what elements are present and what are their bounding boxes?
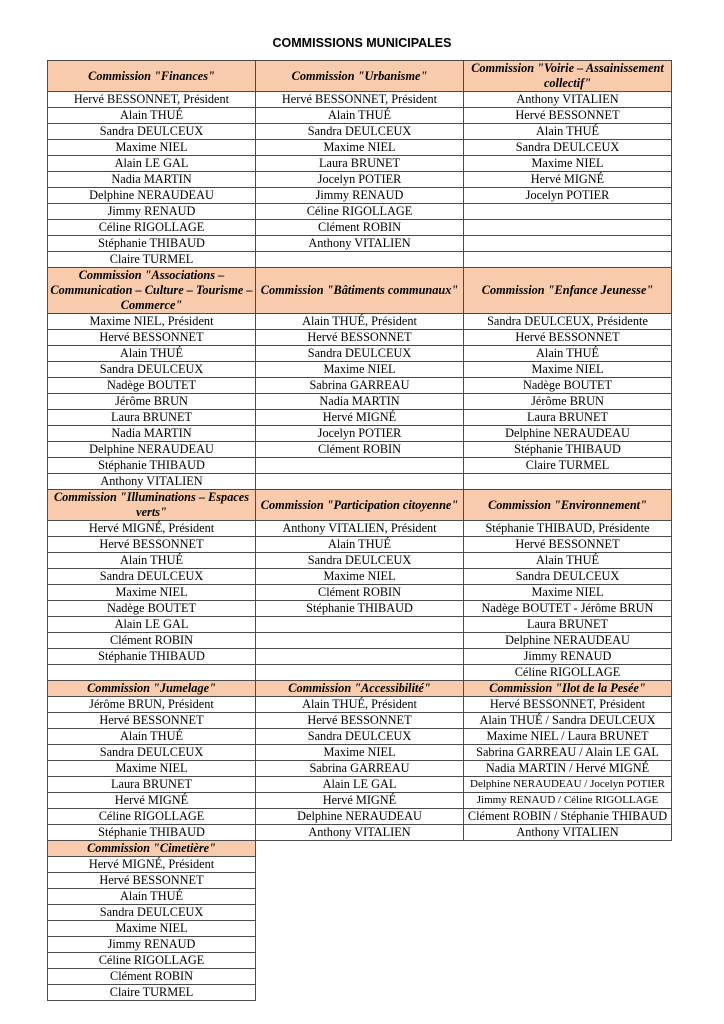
member-cell: Alain THUÉ [48,729,256,745]
empty-cell [256,985,464,1001]
commission-title: Commission "Voirie – Assainissement collectif" [464,61,672,92]
member-cell: Maxime NIEL [48,585,256,601]
member-cell [256,252,464,268]
page-title: COMMISSIONS MUNICIPALES [272,36,452,50]
member-cell: Nadège BOUTET - Jérôme BRUN [464,601,672,617]
member-row [48,569,672,585]
member-cell: Hervé MIGNÉ [464,172,672,188]
member-cell: Hervé MIGNÉ [256,410,464,426]
empty-cell [256,905,464,921]
member-cell: Nadia MARTIN [48,172,256,188]
member-cell: Sandra DEULCEUX [256,553,464,569]
member-row [48,889,672,905]
member-cell: Alain THUÉ [256,537,464,553]
member-cell: Sandra DEULCEUX [464,140,672,156]
member-row [48,314,672,330]
member-cell: Hervé BESSONNET [48,330,256,346]
commission-title: Commission "Urbanisme" [256,61,464,92]
member-cell: Claire TURMEL [48,985,256,1001]
member-cell: Sandra DEULCEUX [48,905,256,921]
member-row [48,92,672,108]
member-cell: Maxime NIEL, Président [48,314,256,330]
member-cell: Laura BRUNET [464,410,672,426]
member-cell: Maxime NIEL [48,921,256,937]
member-cell: Delphine NERAUDEAU [48,188,256,204]
member-cell [464,220,672,236]
member-row [48,394,672,410]
member-cell: Sandra DEULCEUX [48,362,256,378]
member-row [48,156,672,172]
member-row [48,537,672,553]
member-row [48,601,672,617]
member-cell: Delphine NERAUDEAU [464,633,672,649]
member-row [48,172,672,188]
member-cell: Stéphanie THIBAUD [48,825,256,841]
member-cell: Stéphanie THIBAUD [48,458,256,474]
empty-cell [256,937,464,953]
member-cell: Alain LE GAL [48,617,256,633]
commission-header-row [48,268,672,314]
member-cell: Sabrina GARREAU / Alain LE GAL [464,745,672,761]
member-cell: Clément ROBIN [48,633,256,649]
member-cell: Alain THUÉ [464,124,672,140]
member-row [48,521,672,537]
member-cell [256,458,464,474]
member-row [48,729,672,745]
member-cell: Laura BRUNET [464,617,672,633]
member-cell: Clément ROBIN [256,220,464,236]
member-cell: Hervé MIGNÉ, Président [48,521,256,537]
member-row [48,220,672,236]
member-row [48,458,672,474]
commission-title: Commission "Finances" [48,61,256,92]
member-cell: Jocelyn POTIER [256,172,464,188]
member-row [48,330,672,346]
member-cell: Nadia MARTIN [256,394,464,410]
member-cell: Sandra DEULCEUX [256,729,464,745]
member-cell: Sandra DEULCEUX [464,569,672,585]
member-cell: Claire TURMEL [464,458,672,474]
member-cell: Alain THUÉ [464,553,672,569]
member-row [48,204,672,220]
member-row [48,873,672,889]
member-cell: Laura BRUNET [256,156,464,172]
member-cell: Alain THUÉ / Sandra DEULCEUX [464,713,672,729]
member-row [48,633,672,649]
commission-title: Commission "Enfance Jeunesse" [464,268,672,314]
member-cell: Clément ROBIN [256,442,464,458]
member-cell: Céline RIGOLLAGE [48,220,256,236]
member-row [48,665,672,681]
member-cell: Céline RIGOLLAGE [256,204,464,220]
member-row [48,793,672,809]
member-cell: Anthony VITALIEN, Président [256,521,464,537]
empty-cell [256,921,464,937]
member-row [48,937,672,953]
empty-cell [464,953,672,969]
member-row [48,140,672,156]
member-cell: Maxime NIEL [256,140,464,156]
member-cell: Alain THUÉ, Président [256,697,464,713]
member-row [48,553,672,569]
member-cell: Hervé BESSONNET [48,713,256,729]
member-cell: Maxime NIEL [464,362,672,378]
member-cell: Maxime NIEL [464,585,672,601]
member-cell: Hervé BESSONNET [256,330,464,346]
member-cell: Anthony VITALIEN [464,92,672,108]
commission-title: Commission "Participation citoyenne" [256,490,464,521]
member-cell: Alain THUÉ [464,346,672,362]
member-cell [464,236,672,252]
member-cell: Delphine NERAUDEAU [256,809,464,825]
member-cell: Maxime NIEL [256,745,464,761]
member-row [48,809,672,825]
member-cell: Stéphanie THIBAUD, Présidente [464,521,672,537]
empty-cell [464,889,672,905]
member-cell: Delphine NERAUDEAU [48,442,256,458]
member-cell: Clément ROBIN [48,969,256,985]
commission-header-row [48,841,672,857]
commission-title: Commission "Bâtiments communaux" [256,268,464,314]
member-row [48,745,672,761]
member-cell [464,474,672,490]
member-cell: Alain LE GAL [48,156,256,172]
member-cell [256,665,464,681]
empty-cell [464,905,672,921]
member-cell: Maxime NIEL [256,362,464,378]
member-cell [48,665,256,681]
commission-title: Commission "Environnement" [464,490,672,521]
commission-title: Commission "Jumelage" [48,681,256,697]
member-cell: Stéphanie THIBAUD [256,601,464,617]
member-cell: Hervé BESSONNET [464,330,672,346]
member-cell [464,252,672,268]
member-cell: Jimmy RENAUD / Céline RIGOLLAGE [464,793,672,809]
member-row [48,426,672,442]
member-cell: Anthony VITALIEN [256,825,464,841]
member-cell: Sabrina GARREAU [256,761,464,777]
member-cell: Alain THUÉ [256,108,464,124]
empty-cell [464,841,672,857]
member-cell: Hervé BESSONNET [48,537,256,553]
member-cell [256,633,464,649]
member-cell: Jérôme BRUN [48,394,256,410]
member-cell: Hervé MIGNÉ [48,793,256,809]
member-cell: Stéphanie THIBAUD [48,236,256,252]
member-cell: Alain THUÉ [48,553,256,569]
empty-cell [256,889,464,905]
member-cell: Alain THUÉ [48,108,256,124]
member-cell: Sandra DEULCEUX [48,124,256,140]
member-row [48,953,672,969]
member-cell: Hervé BESSONNET [464,108,672,124]
empty-cell [256,857,464,873]
empty-cell [464,921,672,937]
member-cell: Claire TURMEL [48,252,256,268]
member-cell: Hervé MIGNÉ, Président [48,857,256,873]
member-cell: Jimmy RENAUD [256,188,464,204]
member-row [48,969,672,985]
member-cell: Nadège BOUTET [48,601,256,617]
member-cell: Sandra DEULCEUX [256,124,464,140]
member-row [48,188,672,204]
commission-title: Commission "Associations – Communication – Culture – Tourisme – Commerce" [48,268,256,314]
member-row [48,474,672,490]
member-row [48,649,672,665]
member-cell: Clément ROBIN [256,585,464,601]
member-cell: Sabrina GARREAU [256,378,464,394]
member-cell: Anthony VITALIEN [464,825,672,841]
empty-cell [464,985,672,1001]
commissions-table [47,60,672,1001]
member-cell: Stéphanie THIBAUD [48,649,256,665]
member-cell: Jérôme BRUN [464,394,672,410]
member-row [48,713,672,729]
member-cell: Jimmy RENAUD [464,649,672,665]
member-cell: Hervé MIGNÉ [256,793,464,809]
member-cell [464,204,672,220]
member-row [48,825,672,841]
member-cell [256,617,464,633]
empty-cell [464,937,672,953]
member-cell: Céline RIGOLLAGE [48,953,256,969]
member-row [48,410,672,426]
member-row [48,697,672,713]
member-cell: Clément ROBIN / Stéphanie THIBAUD [464,809,672,825]
member-row [48,378,672,394]
member-cell: Stéphanie THIBAUD [464,442,672,458]
commission-title: Commission "Cimetière" [48,841,256,857]
member-row [48,236,672,252]
commission-header-row [48,490,672,521]
commission-title: Commission "Accessibilité" [256,681,464,697]
member-cell: Maxime NIEL [48,140,256,156]
member-row [48,362,672,378]
member-cell: Nadège BOUTET [48,378,256,394]
commission-title: Commission "Illuminations – Espaces verts" [48,490,256,521]
member-cell [256,474,464,490]
member-cell: Anthony VITALIEN [256,236,464,252]
member-cell: Sandra DEULCEUX, Présidente [464,314,672,330]
member-cell: Maxime NIEL [48,761,256,777]
member-cell: Jocelyn POTIER [256,426,464,442]
member-row [48,985,672,1001]
member-row [48,617,672,633]
member-row [48,777,672,793]
member-cell: Céline RIGOLLAGE [464,665,672,681]
member-cell: Jimmy RENAUD [48,937,256,953]
member-row [48,857,672,873]
member-row [48,761,672,777]
commission-header-row [48,61,672,92]
member-cell: Hervé BESSONNET, Président [256,92,464,108]
empty-cell [464,969,672,985]
member-row [48,124,672,140]
empty-cell [256,841,464,857]
member-cell: Delphine NERAUDEAU [464,426,672,442]
member-cell: Nadia MARTIN [48,426,256,442]
member-row [48,252,672,268]
commission-header-row [48,681,672,697]
member-cell: Hervé BESSONNET, Président [48,92,256,108]
member-row [48,905,672,921]
member-cell: Sandra DEULCEUX [256,346,464,362]
member-cell: Hervé BESSONNET, Président [464,697,672,713]
empty-cell [256,969,464,985]
member-cell: Laura BRUNET [48,777,256,793]
member-cell: Alain THUÉ [48,889,256,905]
member-row [48,108,672,124]
member-row [48,442,672,458]
member-cell: Maxime NIEL / Laura BRUNET [464,729,672,745]
member-cell: Anthony VITALIEN [48,474,256,490]
empty-cell [256,873,464,889]
member-cell [256,649,464,665]
member-cell: Hervé BESSONNET [48,873,256,889]
member-cell: Sandra DEULCEUX [48,569,256,585]
empty-cell [256,953,464,969]
member-cell: Jérôme BRUN, Président [48,697,256,713]
member-cell: Jocelyn POTIER [464,188,672,204]
empty-cell [464,857,672,873]
member-cell: Alain LE GAL [256,777,464,793]
empty-cell [464,873,672,889]
member-cell: Hervé BESSONNET [464,537,672,553]
member-cell: Delphine NERAUDEAU / Jocelyn POTIER [464,777,672,793]
member-cell: Nadia MARTIN / Hervé MIGNÉ [464,761,672,777]
member-row [48,921,672,937]
member-cell: Sandra DEULCEUX [48,745,256,761]
member-cell: Alain THUÉ, Président [256,314,464,330]
member-cell: Maxime NIEL [464,156,672,172]
member-cell: Jimmy RENAUD [48,204,256,220]
commission-title: Commission "Ilot de la Pesée" [464,681,672,697]
member-row [48,346,672,362]
member-cell: Alain THUÉ [48,346,256,362]
member-cell: Nadège BOUTET [464,378,672,394]
member-cell: Maxime NIEL [256,569,464,585]
member-cell: Laura BRUNET [48,410,256,426]
member-cell: Céline RIGOLLAGE [48,809,256,825]
member-row [48,585,672,601]
member-cell: Hervé BESSONNET [256,713,464,729]
